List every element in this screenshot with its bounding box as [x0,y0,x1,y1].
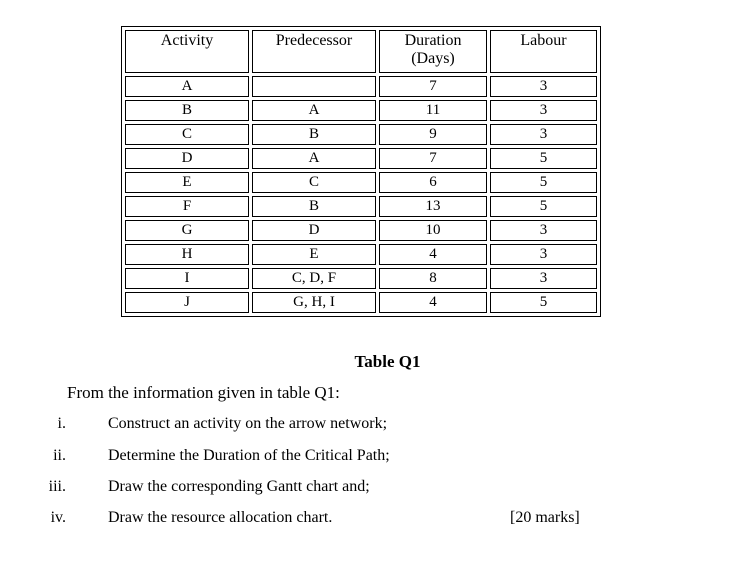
header-duration [379,30,487,73]
cell-duration: 7 [379,148,487,169]
table-caption: Table Q1 [354,352,421,371]
question-text: Construct an activity on the arrow network; [108,415,388,432]
table-row [125,244,597,265]
cell-duration: 4 [379,244,487,265]
cell-activity: J [125,292,249,313]
cell-activity: B [125,100,249,121]
table-row [125,196,597,217]
cell-activity: D [125,148,249,169]
cell-duration: 13 [379,196,487,217]
cell-duration: 7 [379,76,487,97]
activity-table [121,26,601,317]
cell-labour: 5 [490,196,597,217]
table-row [125,268,597,289]
table-header-row [125,30,597,73]
cell-predecessor: C, D, F [252,268,376,289]
header-labour: Labour [490,30,597,73]
cell-predecessor: C [252,172,376,193]
cell-duration: 6 [379,172,487,193]
cell-predecessor: D [252,220,376,241]
cell-activity: H [125,244,249,265]
cell-labour: 3 [490,244,597,265]
cell-duration: 4 [379,292,487,313]
table-row [125,220,597,241]
cell-activity: I [125,268,249,289]
cell-duration: 9 [379,124,487,145]
table-row [125,172,597,193]
cell-duration: 8 [379,268,487,289]
cell-labour: 3 [490,268,597,289]
question-number: iii. [48,478,66,495]
header-activity: Activity [125,30,249,73]
header-duration-line2: (Days) [411,50,455,67]
question-number: ii. [53,447,66,464]
cell-predecessor: B [252,196,376,217]
cell-predecessor: B [252,124,376,145]
cell-activity: A [125,76,249,97]
cell-labour: 5 [490,148,597,169]
cell-labour: 5 [490,292,597,313]
cell-duration: 11 [379,100,487,121]
intro-text: From the information given in table Q1: [67,383,340,402]
marks-label: [20 marks] [510,509,580,526]
table-row [125,100,597,121]
cell-activity: F [125,196,249,217]
table-row [125,292,597,313]
cell-activity: G [125,220,249,241]
cell-predecessor [252,76,376,97]
cell-labour: 3 [490,220,597,241]
cell-labour: 3 [490,100,597,121]
question-text: Draw the corresponding Gantt chart and; [108,478,370,495]
cell-activity: E [125,172,249,193]
table-row [125,76,597,97]
question-text: Determine the Duration of the Critical Path; [108,447,390,464]
cell-activity: C [125,124,249,145]
cell-predecessor: G, H, I [252,292,376,313]
header-predecessor: Predecessor [252,30,376,73]
cell-predecessor: E [252,244,376,265]
question-text: Draw the resource allocation chart. [108,509,333,526]
cell-duration: 10 [379,220,487,241]
cell-labour: 3 [490,76,597,97]
question-number: iv. [50,509,66,526]
table-row [125,148,597,169]
cell-labour: 5 [490,172,597,193]
table-row [125,124,597,145]
cell-labour: 3 [490,124,597,145]
header-duration-line1: Duration [404,32,462,49]
question-number: i. [57,415,66,432]
cell-predecessor: A [252,148,376,169]
cell-predecessor: A [252,100,376,121]
